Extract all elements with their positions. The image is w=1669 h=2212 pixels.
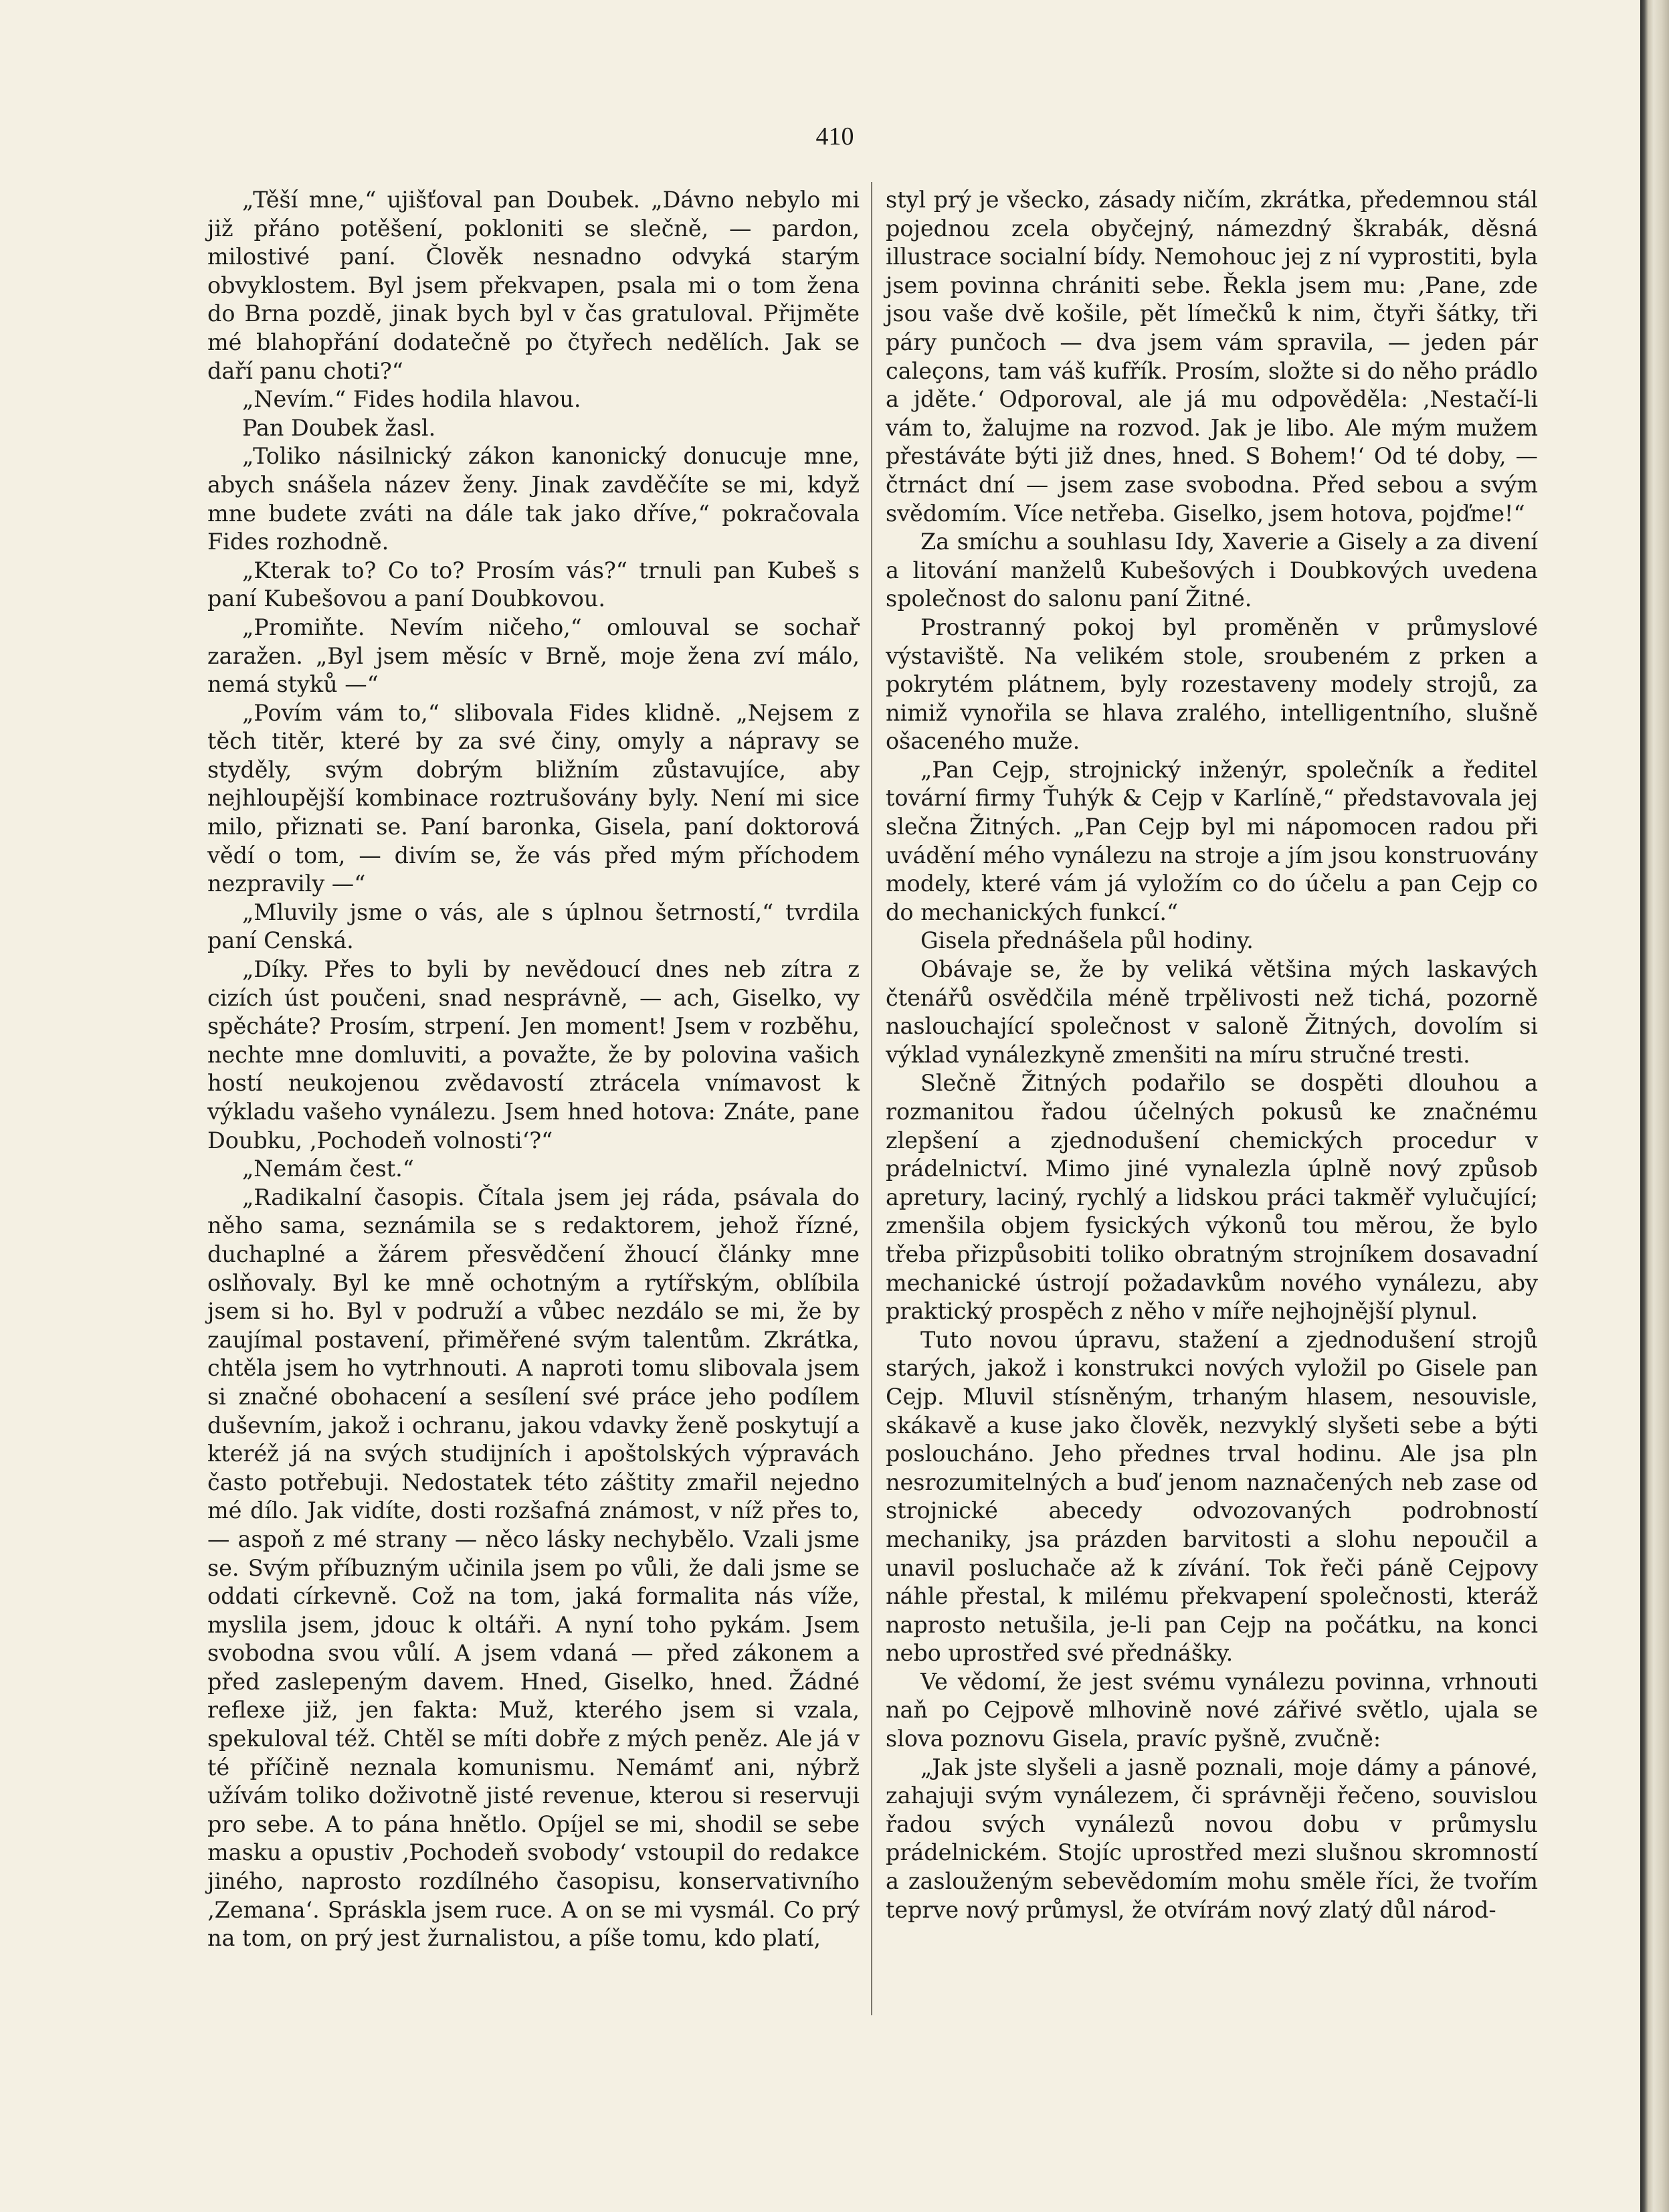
paragraph: Ve vědomí, že jest svému vynálezu povinna, vrhnouti naň po Cejpově mlhovině nové zářivé světlo, ujala se slova poznovu Gisela, pravíc pyšně, zvučně: bbox=[886, 1668, 1538, 1752]
paragraph: „Nevím.“ Fides hodila hlavou. bbox=[242, 386, 581, 413]
paragraph: „Toliko násilnický zákon kanonický donucuje mne, abych snášela název ženy. Jinak zavděčíte se mi, když mne budete zváti na dále tak jako dříve,“ pokračovala Fides rozhodně. bbox=[207, 443, 860, 555]
column-divider bbox=[871, 182, 872, 2015]
paragraph: styl prý je všecko, zásady ničím, zkrátka, předemnou stál pojednou zcela obyčejný, námezdný škrabák, děsná illustrace socialní bídy. Nemohouc jej z ní vyprostiti, byla jsem povinna chrániti sebe. Řekla jsem mu: ‚Pane, zde jsou vaše dvě košile, pět límečků k nim, čtyři šátky, tři páry punčoch — dva jsem vám spravila, — jeden pár caleçons, tam váš kufřík. Prosím, složte si do něho prádlo a jděte.‘ Odporoval, ale já mu odpověděla: ‚Nestačí-li vám to, žalujme na rozvod. Jak je libo. Ale mým mužem přestáváte býti již dnes, hned. S Bohem!‘ Od té doby, — čtrnáct dní — jsem zase svobodna. Před sebou a svým svědomím. Více netřeba. Giselko, jsem hotova, pojďme!“ bbox=[886, 187, 1538, 527]
paragraph: Tuto novou úpravu, stažení a zjednodušení strojů starých, jakož i konstrukci nových vyložil po Gisele pan Cejp. Mluvil stísněným, trhaným hlasem, nesouvisle, skákavě a kuse jako člověk, nezvyklý slyšeti sebe a býti posloucháno. Jeho přednes trval hodinu. Ale jsa pln nesrozumitelných a buď jenom naznačených neb zase od strojnické abecedy odvozovaných podrobností mechaniky, jsa prázden barvitosti a slohu nepoučil a unavil posluchače až k zívání. Tok řeči páně Cejpovy náhle přestal, k milému překvapení společnosti, kteráž naprosto netušila, je-li pan Cejp na počátku, na konci nebo uprostřed své přednášky. bbox=[886, 1326, 1538, 1667]
page-edge bbox=[1640, 0, 1669, 2212]
left-column bbox=[207, 186, 860, 1953]
paragraph: „Mluvily jsme o vás, ale s úplnou šetrností,“ tvrdila paní Censká. bbox=[207, 899, 860, 954]
paragraph: Gisela přednášela půl hodiny. bbox=[920, 927, 1254, 954]
paragraph: Obávaje se, že by veliká většina mých laskavých čtenářů osvědčila méně trpělivosti než tichá, pozorně naslouchající společnost v saloně Žitných, dovolím si výklad vynálezkyně zmenšiti na míru stručné tresti. bbox=[886, 956, 1538, 1068]
paragraph: „Radikalní časopis. Čítala jsem jej ráda, psávala do něho sama, seznámila se s redaktorem, jehož řízné, duchaplné a žárem přesvědčení žhoucí články mne oslňovaly. Byl ke mně ochotným a rytířským, oblíbila jsem si ho. Byl v podruží a vůbec nezdálo se mi, že by zaujímal postavení, přiměřené svým talentům. Zkrátka, chtěla jsem ho vytrhnouti. A naproti tomu slibovala jsem si značné obohacení a sesílení své práce jeho podílem duševním, jakož i ochranu, jakou vdavky ženě poskytují a kteréž já na svých studijních i apoštolských výpravách často potřebuji. Nedostatek této záštity zmařil nejedno mé dílo. Jak vidíte, dosti rozšafná známost, v níž přes to, — aspoň z mé strany — něco lásky nechybělo. Vzali jsme se. Svým příbuzným učinila jsem po vůli, že dali jsme se oddati církevně. Což na tom, jaká formalita nás víže, myslila jsem, jdouc k oltáři. A nyní toho pykám. Jsem svobodna svou vůlí. A jsem vdaná — před zákonem a před zaslepeným davem. Hned, Giselko, hned. Žádné reflexe již, jen fakta: Muž, kterého jsem si vzala, spekuloval též. Chtěl se míti dobře z mých peněz. Ale já v té příčině neznala komunismu. Nemámť ani, nýbrž užívám toliko doživotně jisté revenue, kterou si reservuji pro sebe. A to pána hnětlo. Opíjel se mi, shodil se sebe masku a opustiv ‚Pochodeň svobody‘ vstoupil do redakce jiného, naprosto rozdílného časopisu, konservativního ‚Zemana‘. Spráskla jsem ruce. A on se mi vysmál. Co prý na tom, on prý jest žurnalistou, a píše tomu, kdo platí, bbox=[207, 1184, 860, 1952]
page-number: 410 bbox=[815, 122, 854, 151]
paragraph: „Kterak to? Co to? Prosím vás?“ trnuli pan Kubeš s paní Kubešovou a paní Doubkovou. bbox=[207, 557, 860, 612]
paragraph: „Nemám čest.“ bbox=[242, 1156, 414, 1182]
paragraph: Slečně Žitných podařilo se dospěti dlouhou a rozmanitou řadou účelných pokusů ke značnému zlepšení a zjednodušení chemických procedur v prádelnictví. Mimo jiné vynalezla úplně nový způsob apretury, laciný, rychlý a lidskou práci takměř vylučující; zmenšila objem fysických výkonů tou měrou, že bylo třeba přizpůsobiti toliko obratným strojníkem dosavadní mechanické ústrojí požadavkům nového vynálezu, aby praktický prospěch z něho v míře nejhojnější plynul. bbox=[886, 1070, 1538, 1325]
right-column bbox=[886, 186, 1538, 1924]
paragraph: „Díky. Přes to byli by nevědoucí dnes neb zítra z cizích úst poučeni, snad nesprávně, — ach, Giselko, vy spěcháte? Prosím, strpení. Jen moment! Jsem v rozběhu, nechte mne domluviti, a považte, že by polovina vašich hostí neukojenou zvědavostí ztrácela vnímavost k výkladu vašeho vynálezu. Jsem hned hotova: Znáte, pane Doubku, ‚Pochodeň volnosti‘?“ bbox=[207, 956, 860, 1154]
paragraph: „Jak jste slyšeli a jasně poznali, moje dámy a pánové, zahajuji svým vynálezem, či správněji řečeno, souvislou řadou svých vynálezů novou dobu v průmyslu prádelnickém. Stojíc uprostřed mezi slušnou skromností a zaslouženým sebevědomím mohu směle říci, že tvořím teprve nový průmysl, že otvírám nový zlatý důl národ- bbox=[886, 1754, 1538, 1923]
paragraph: Prostranný pokoj byl proměněn v průmyslové výstaviště. Na velikém stole, sroubeném z prken a pokrytém plátnem, byly rozestaveny modely strojů, za nimiž vynořila se hlava zralého, intelligentního, slušně ošaceného muže. bbox=[886, 614, 1538, 755]
paragraph: „Těší mne,“ ujišťoval pan Doubek. „Dávno nebylo mi již přáno potěšení, pokloniti se slečně, — pardon, milostivé paní. Člověk nesnadno odvyká starým obvyklostem. Byl jsem překvapen, psala mi o tom žena do Brna pozdě, jinak bych byl v čas gratuloval. Přijměte mé blahopřání dodatečně po čtyřech nedělích. Jak se daří panu choti?“ bbox=[207, 187, 860, 384]
paragraph: „Promiňte. Nevím ničeho,“ omlouval se sochař zaražen. „Byl jsem měsíc v Brně, moje žena zví málo, nemá styků —“ bbox=[207, 614, 860, 698]
paragraph: Za smíchu a souhlasu Idy, Xaverie a Gisely a za divení a litování manželů Kubešových i Doubkových uvedena společnost do salonu paní Žitné. bbox=[886, 529, 1538, 612]
paragraph: „Povím vám to,“ slibovala Fides klidně. „Nejsem z těch titěr, které by za své činy, omyly a nápravy se styděly, svým dobrým bližním zůstavujíce, aby nejhloupější kombinace roztrušovány byly. Není mi sice milo, přiznati se. Paní baronka, Gisela, paní doktorová vědí o tom, — divím se, že vás před mým příchodem nezpravily —“ bbox=[207, 699, 860, 897]
paragraph: Pan Doubek žasl. bbox=[242, 414, 436, 441]
paragraph: „Pan Cejp, strojnický inženýr, společník a ředitel tovární firmy Ťuhýk & Cejp v Karlíně,“ představovala jej slečna Žitných. „Pan Cejp byl mi nápomocen radou při uvádění mého vynálezu na stroje a jím jsou konstruovány modely, které vám já vyložím co do účelu a pan Cejp co do mechanických funkcí.“ bbox=[886, 756, 1538, 925]
